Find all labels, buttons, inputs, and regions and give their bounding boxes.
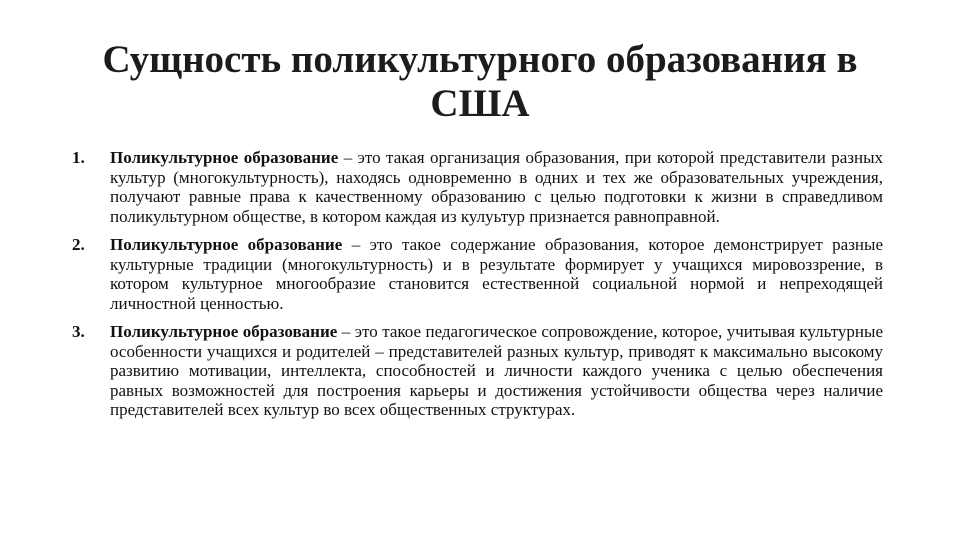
item-text: – это такое педагогическое сопровождение, которое, учитывая культурные особенности учащихся и родителей – представителей разных культур, приводят к максимально высокому развитию мотивации, интеллекта, способностей и личности каждого ученика с целью обеспечения равных возможностей для построения карьеры и достижения устойчивости общества через наличие представителей всех культур во всех общественных структурах.: [110, 322, 883, 419]
item-number: 2.: [72, 235, 85, 254]
item-text: – это такая организация образования, при которой представители разных культур (многокультурность), находясь одновременно в одних и тех же образовательных учреждения, получают равные права к качественному образованию с целью подготовки к жизни в справедливом поликультурном обществе, в котором каждая из кулуьтур признается равноправной.: [110, 148, 884, 226]
item-term: Поликультурное образование: [110, 235, 343, 254]
list-item: [72, 235, 883, 313]
item-term: Поликультурное образование: [110, 148, 339, 167]
title-line-2: США: [430, 82, 530, 125]
item-number: 3.: [72, 322, 85, 341]
slide-title: [60, 38, 900, 126]
list-item: [72, 148, 883, 226]
item-text: – это такое содержание образования, которое демонстрирует разные культурные традиции (многокультурность) и в результате формирует у учащихся мировоззрение, в котором культурное многообразие становится естественной социальной нормой и непреходящей личностной ценностью.: [110, 235, 883, 313]
item-number: 1.: [72, 148, 85, 167]
definition-list: [72, 148, 883, 429]
title-line-1: Сущность поликультурного образования в: [102, 38, 858, 81]
item-term: Поликультурное образование: [110, 322, 338, 341]
list-item: [72, 322, 883, 420]
